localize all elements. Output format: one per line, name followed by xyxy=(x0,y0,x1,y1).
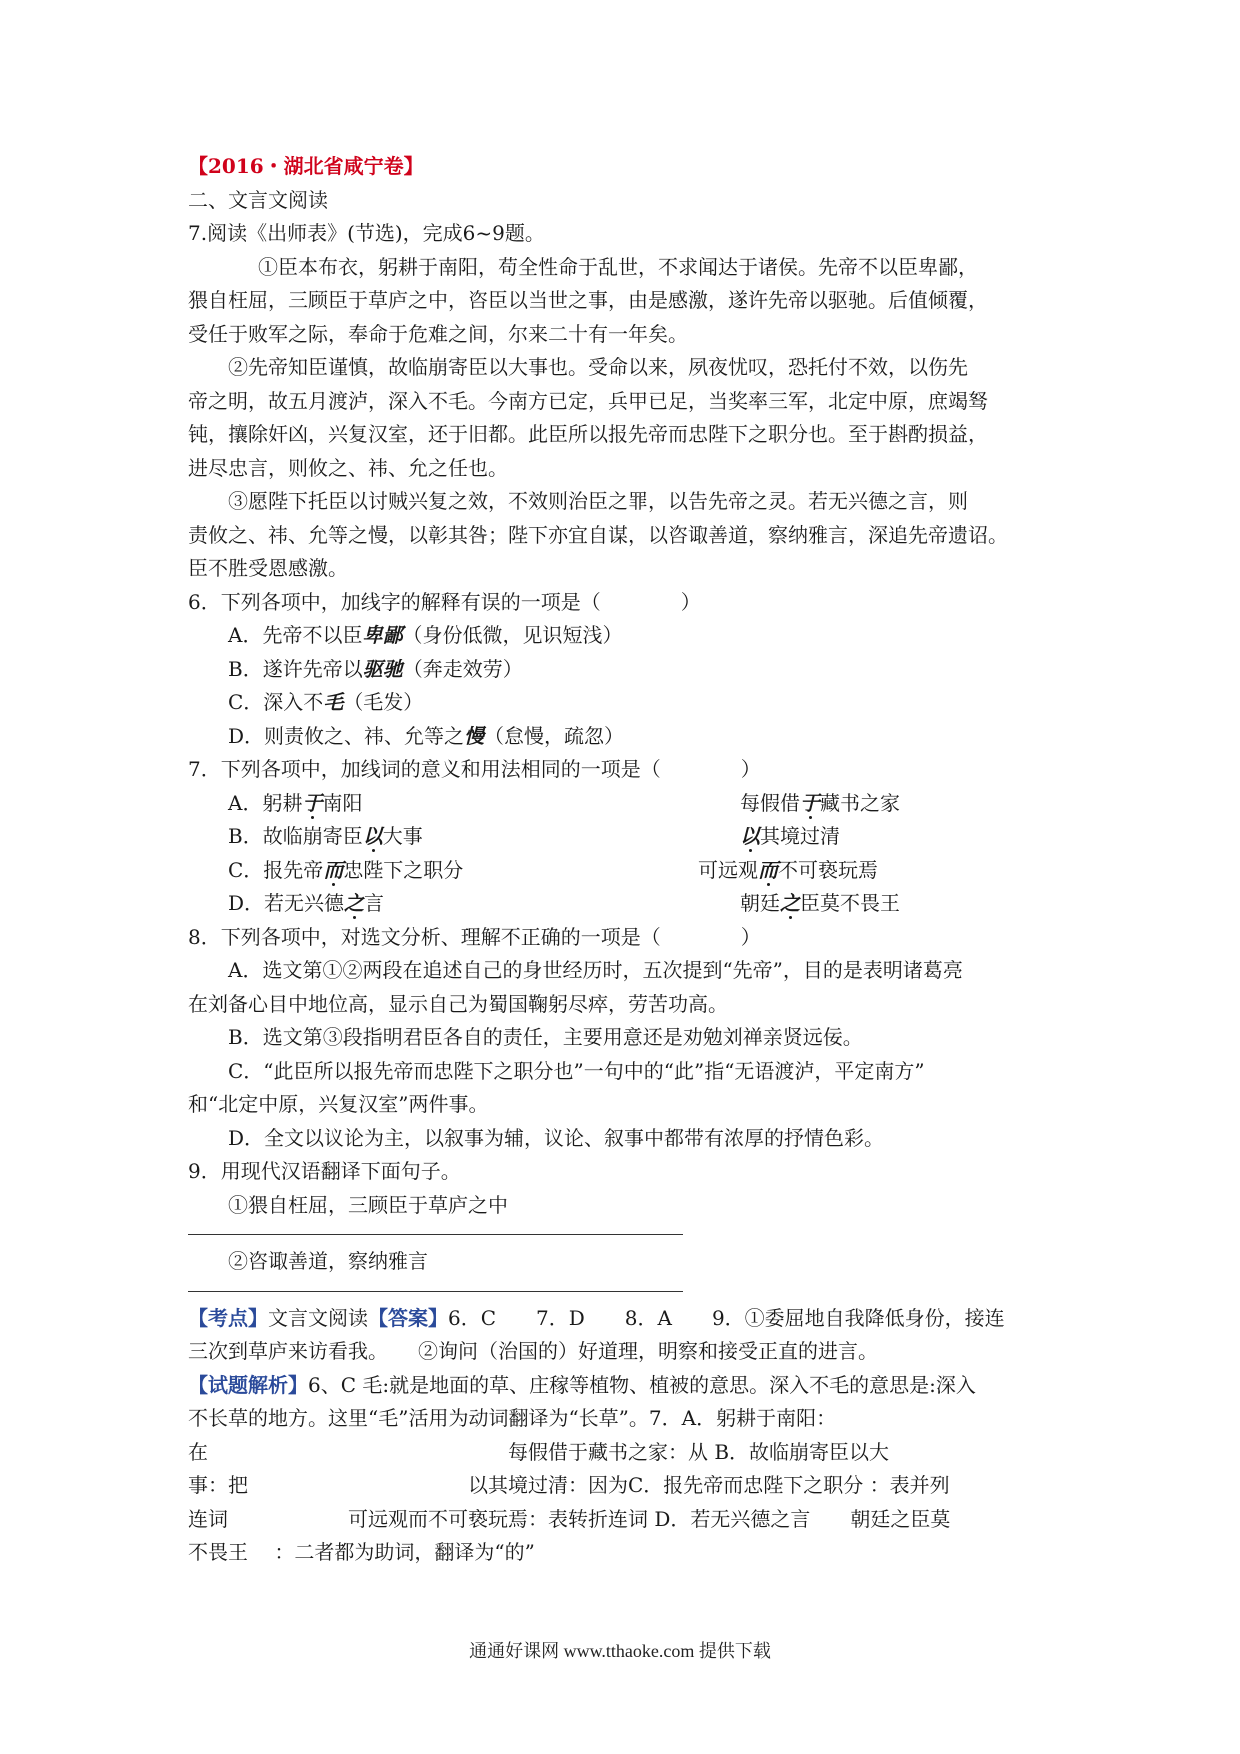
answer-line: 【考点】文言文阅读【答案】6．C 7．D 8．A 9．①委屈地自我降低身份，接连 xyxy=(188,1305,1005,1330)
q7-option-d: D．若无兴德之言 朝廷之臣莫不畏王 xyxy=(228,891,900,915)
passage-line: ②先帝知臣谨慎，故临崩寄臣以大事也。受命以来，夙夜忧叹，恐托付不效，以伤先 xyxy=(228,355,968,379)
answer-blank-line[interactable] xyxy=(188,1291,683,1292)
q6-option-a: A．先帝不以臣卑鄙（身份低微，见识短浅） xyxy=(228,623,623,647)
answer-line: 三次到草庐来访看我。 ②询问（治国的）好道理，明察和接受正直的进言。 xyxy=(188,1339,878,1363)
analysis-line: 不长草的地方。这里“毛”活用为动词翻译为“长草”。7．A．躬耕于南阳： xyxy=(188,1406,837,1430)
analysis-line: 【试题解析】6、C 毛:就是地面的草、庄稼等植物、植被的意思。深入不毛的意思是:深入 xyxy=(188,1372,976,1397)
q6-option-d: D．则责攸之、祎、允等之慢（怠慢，疏忽） xyxy=(228,723,625,748)
q8-line: 在刘备心目中地位高，显示自己为蜀国鞠躬尽瘁，劳苦功高。 xyxy=(188,991,728,1016)
q8-stem: 8．下列各项中，对选文分析、理解不正确的一项是（ ） xyxy=(188,924,761,949)
passage-line: 猥自枉屈，三顾臣于草庐之中，咨臣以当世之事，由是感激，遂许先帝以驱驰。后值倾覆， xyxy=(188,288,988,312)
passage xyxy=(188,251,1058,586)
q8-line: B．选文第③段指明君臣各自的责任，主要用意还是劝勉刘禅亲贤远佞。 xyxy=(228,1025,863,1049)
page-footer: 通通好课网 www.tthaoke.com 提供下载 xyxy=(469,1641,771,1661)
exam-source-title: 【2016・湖北省咸宁卷】 xyxy=(188,154,424,178)
q7-option-a: A．躬耕于南阳 每假借于藏书之家 xyxy=(228,790,900,815)
passage-line: ③愿陛下托臣以讨贼兴复之效，不效则治臣之罪，以告先帝之灵。若无兴德之言，则 xyxy=(228,489,968,513)
document-body xyxy=(188,150,1058,1570)
passage-line: 帝之明，故五月渡泸，深入不毛。今南方已定，兵甲已足，当奖率三军，北定中原，庶竭驽 xyxy=(188,388,988,413)
q7-option-c: C．报先帝而忠陛下之职分 可远观而不可亵玩焉 xyxy=(228,857,878,882)
passage-line: 进尽忠言，则攸之、祎、允之任也。 xyxy=(188,455,508,480)
q9-stem: 9．用现代汉语翻译下面句子。 xyxy=(188,1159,461,1183)
passage-line: 钝，攘除奸凶，兴复汉室，还于旧都。此臣所以报先帝而忠陛下之职分也。至于斟酌损益， xyxy=(188,422,988,446)
q7-stem: 7．下列各项中，加线词的意义和用法相同的一项是（ ） xyxy=(188,757,761,781)
q7-option-b: B．故临崩寄臣以大事 以其境过清 xyxy=(228,824,840,848)
q8-line: C．“此臣所以报先帝而忠陛下之职分也”一句中的“此”指“无语渡泸，平定南方” xyxy=(228,1058,925,1083)
analysis-line: 不畏王 ：二者都为助词，翻译为“的” xyxy=(188,1540,535,1564)
analysis-line: 在 每假借于藏书之家：从 B．故临崩寄臣以大 xyxy=(188,1439,890,1464)
passage-line: ①臣本布衣，躬耕于南阳，苟全性命于乱世，不求闻达于诸侯。先帝不以臣卑鄙， xyxy=(258,254,978,279)
q6-stem: 6．下列各项中，加线字的解释有误的一项是（ ） xyxy=(188,589,701,614)
q8-line: 和“北定中原，兴复汉室”两件事。 xyxy=(188,1092,489,1116)
q9-item: ②咨诹善道，察纳雅言 xyxy=(228,1249,428,1273)
section-heading: 二、文言文阅读 xyxy=(188,187,328,212)
passage-line: 责攸之、祎、允等之慢，以彰其咎；陛下亦宜自谋，以咨诹善道，察纳雅言，深追先帝遗诏。 xyxy=(188,522,1008,547)
passage-line: 受任于败军之际，奉命于危难之间，尔来二十有一年矣。 xyxy=(188,321,688,346)
q6-option-c: C．深入不毛（毛发） xyxy=(228,690,424,714)
analysis-line: 事：把 以其境过清：因为C．报先帝而忠陛下之职分 ：表并列 xyxy=(188,1473,950,1497)
answer-blank-line[interactable] xyxy=(188,1234,683,1235)
q9-item: ①猥自枉屈，三顾臣于草庐之中 xyxy=(228,1192,508,1217)
passage-line: 臣不胜受恩感激。 xyxy=(188,556,348,580)
analysis-line: 连词 可远观而不可亵玩焉：表转折连词 D．若无兴德之言 朝廷之臣莫 xyxy=(188,1506,951,1531)
q8-line: A．选文第①②两段在追述自己的身世经历时，五次提到“先帝”，目的是表明诸葛亮 xyxy=(228,958,963,982)
q6-option-b: B．遂许先帝以驱驰（奔走效劳） xyxy=(228,656,523,681)
question-intro: 7.阅读《出师表》(节选)，完成6~9题。 xyxy=(188,221,545,245)
q8-line: D．全文以议论为主，以叙事为辅，议论、叙事中都带有浓厚的抒情色彩。 xyxy=(228,1125,885,1150)
